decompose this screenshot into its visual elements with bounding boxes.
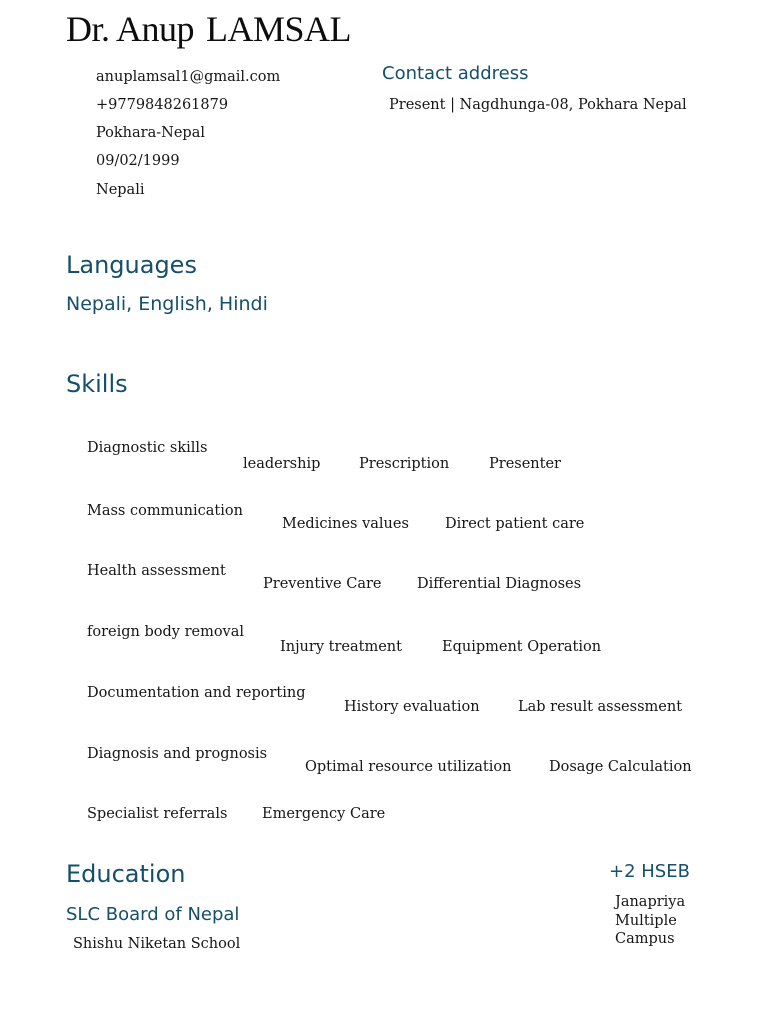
skill-item: Diagnosis and prognosis <box>87 746 268 762</box>
skills-heading: Skills <box>66 370 128 398</box>
skill-item: Documentation and reporting <box>87 685 306 701</box>
languages-heading: Languages <box>66 251 197 279</box>
dob-text: 09/02/1999 <box>96 153 180 169</box>
education-school: Janapriya Multiple Campus <box>615 894 686 947</box>
candidate-last-name: LAMSAL <box>206 9 352 49</box>
location-text: Pokhara-Nepal <box>96 125 205 141</box>
skill-item: Health assessment <box>87 563 226 579</box>
skill-item: Prescription <box>359 456 450 472</box>
skill-item: History evaluation <box>344 699 480 715</box>
contact-address-heading: Contact address <box>382 63 529 84</box>
skill-item: Optimal resource utilization <box>305 759 512 775</box>
skill-item: Dosage Calculation <box>549 759 692 775</box>
education-school: Shishu Niketan School <box>73 936 241 952</box>
skill-item: Medicines values <box>282 516 409 532</box>
education-heading: Education <box>66 860 186 888</box>
email-text: anuplamsal1@gmail.com <box>96 69 281 85</box>
skill-item: Direct patient care <box>445 516 585 532</box>
candidate-first-name: Dr. Anup <box>66 9 195 49</box>
skill-item: foreign body removal <box>87 624 245 640</box>
education-board: +2 HSEB <box>609 861 690 882</box>
education-board: SLC Board of Nepal <box>66 904 240 925</box>
skill-item: Equipment Operation <box>442 639 602 655</box>
skill-item: Diagnostic skills <box>87 440 208 456</box>
candidate-name <box>66 8 351 50</box>
skill-item: Differential Diagnoses <box>417 576 582 592</box>
skill-item: Emergency Care <box>262 806 386 822</box>
contact-address-text: Present | Nagdhunga-08, Pokhara Nepal <box>389 97 687 113</box>
skill-item: Presenter <box>489 456 561 472</box>
skill-item: Specialist referrals <box>87 806 228 822</box>
skill-item: Mass communication <box>87 503 243 519</box>
skill-item: Lab result assessment <box>518 699 683 715</box>
skill-item: Injury treatment <box>280 639 402 655</box>
skill-item: Preventive Care <box>263 576 382 592</box>
languages-value: Nepali, English, Hindi <box>66 293 268 315</box>
nationality-text: Nepali <box>96 182 145 198</box>
phone-text: +9779848261879 <box>96 97 229 113</box>
skill-item: leadership <box>243 456 321 472</box>
